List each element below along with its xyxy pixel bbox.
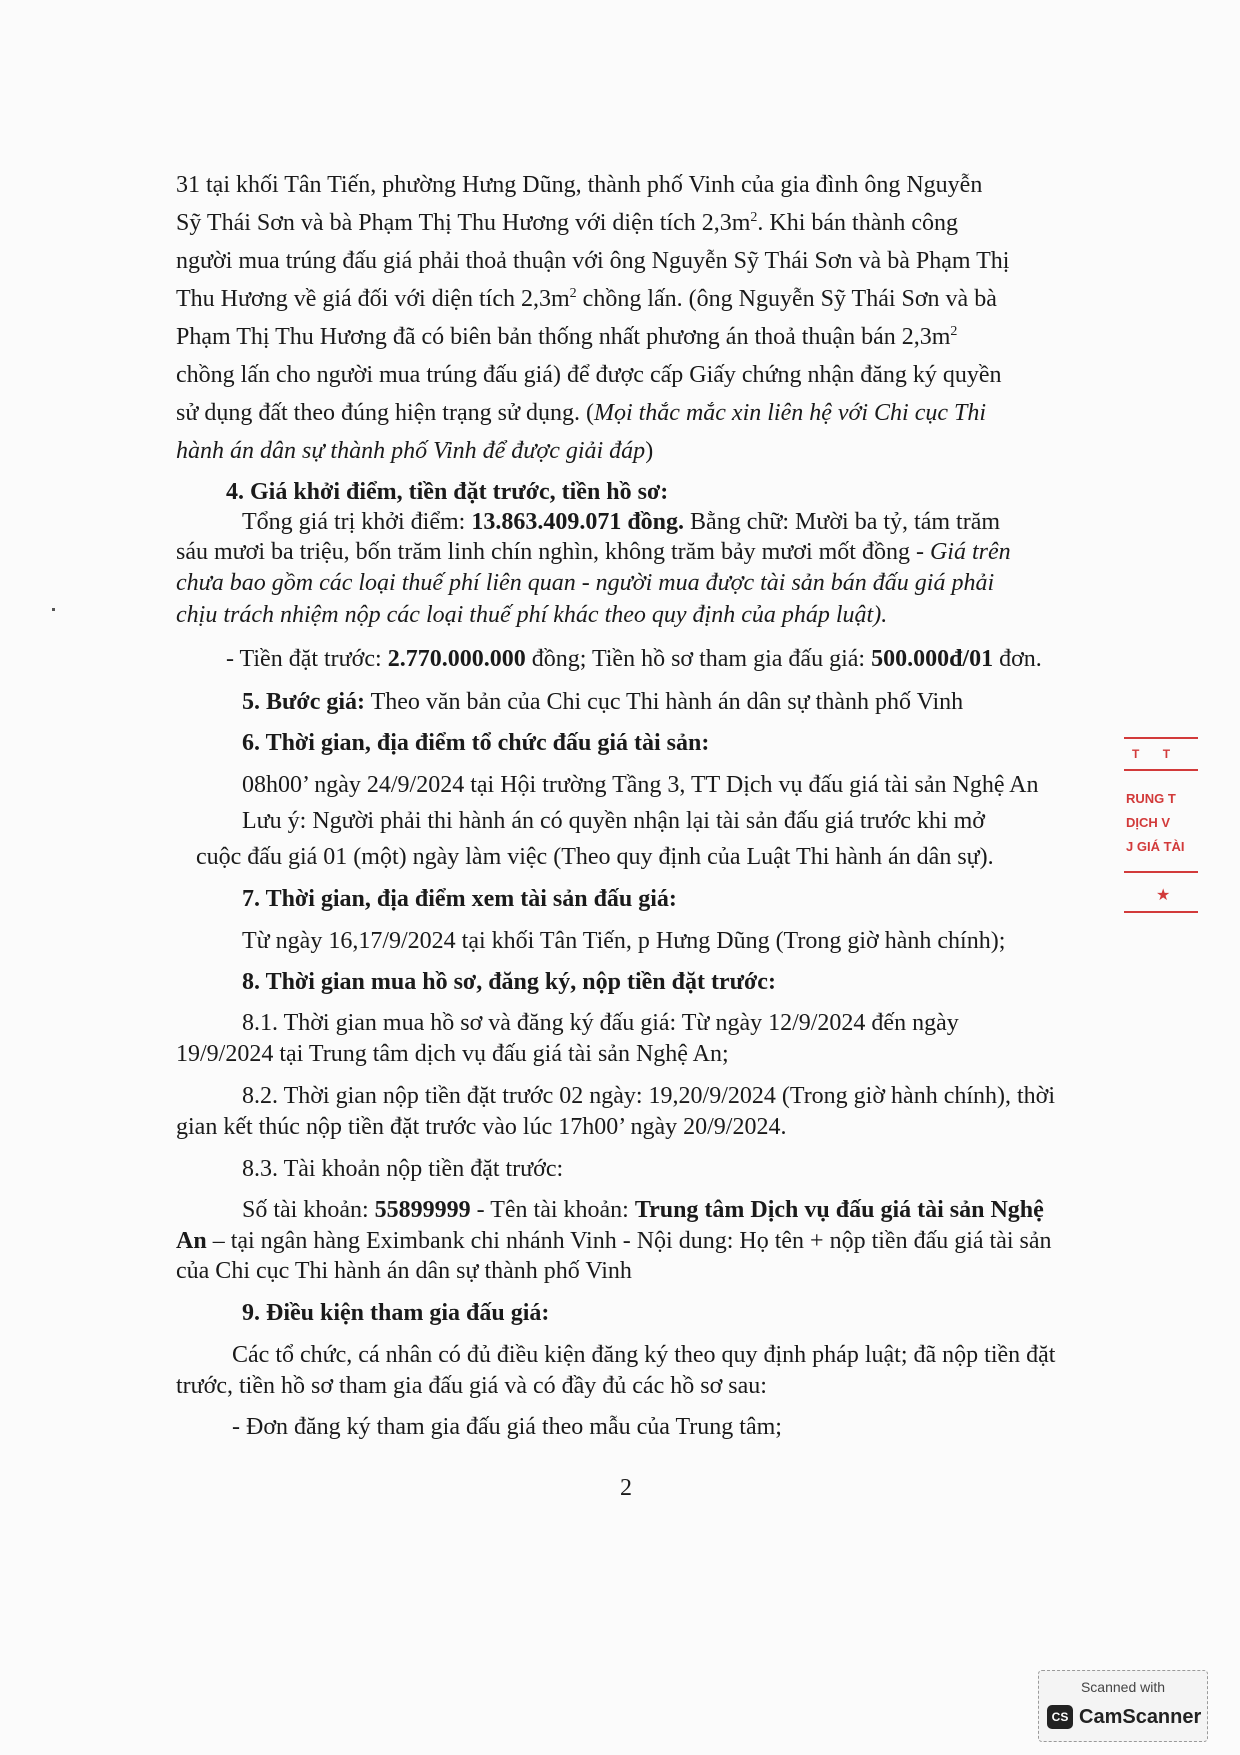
section4-line-3: chưa bao gồm các loại thuế phí liên quan - người mua được tài sản bán đấu giá phải xyxy=(176,570,995,596)
intro-line-4: Thu Hương về giá đối với diện tích $2,3m^2$ chồng lấn. (ông Nguyễn Sỹ Thái Sơn và bà xyxy=(176,286,997,312)
intro-line-7: sử dụng đất theo đúng hiện trạng sử dụng. (Mọi thắc mắc xin liên hệ với Chi cục Thi xyxy=(176,400,987,426)
section9-line-1: Các tổ chức, cá nhân có đủ điều kiện đăng ký theo quy định pháp luật; đã nộp tiền đặt xyxy=(232,1342,1056,1368)
stamp-top-text: T T xyxy=(1132,747,1171,761)
stamp-line-1: RUNG T xyxy=(1126,791,1176,806)
section83-account-line-1: Số tài khoản: 55899999 - Tên tài khoản: Trung tâm Dịch vụ đấu giá tài sản Nghệ xyxy=(242,1197,1044,1223)
intro-line-2: Sỹ Thái Sơn và bà Phạm Thị Thu Hương với diện tích $2,3m^2$. Khi bán thành công xyxy=(176,210,959,236)
intro-line-1: 31 tại khối Tân Tiến, phường Hưng Dũng, thành phố Vinh của gia đình ông Nguyễn xyxy=(176,172,983,198)
section9-line-2: trước, tiền hồ sơ tham gia đấu giá và có đầy đủ các hồ sơ sau: xyxy=(176,1373,767,1399)
section83-account-line-3: của Chi cục Thi hành án dân sự thành phố Vinh xyxy=(176,1258,632,1284)
stamp-arc-inner xyxy=(1124,769,1198,771)
intro-line-6: chồng lấn cho người mua trúng đấu giá) để được cấp Giấy chứng nhận đăng ký quyền xyxy=(176,362,1002,388)
stamp-arc-bottom xyxy=(1124,871,1198,873)
section81-line-2: 19/9/2024 tại Trung tâm dịch vụ đấu giá tài sản Nghệ An; xyxy=(176,1041,729,1067)
section4-deposit: - Tiền đặt trước: 2.770.000.000 đồng; Tiền hồ sơ tham gia đấu giá: 500.000đ/01 đơn. xyxy=(226,646,1042,672)
section4-line-2: sáu mươi ba triệu, bốn trăm linh chín nghìn, không trăm bảy mươi mốt đồng - Giá trên xyxy=(176,539,1011,565)
camscanner-watermark xyxy=(1038,1670,1208,1742)
section7-line-1: Từ ngày 16,17/9/2024 tại khối Tân Tiến, p Hưng Dũng (Trong giờ hành chính); xyxy=(242,928,1006,954)
official-stamp xyxy=(1122,735,1202,925)
stamp-arc-top xyxy=(1124,737,1198,739)
section7-heading: 7. Thời gian, địa điểm xem tài sản đấu giá: xyxy=(242,886,677,912)
stamp-star-icon: ★ xyxy=(1156,887,1171,904)
section83-account-line-2: An – tại ngân hàng Eximbank chi nhánh Vinh - Nội dung: Họ tên + nộp tiền đấu giá tài sản xyxy=(176,1228,1052,1254)
scan-speck xyxy=(52,608,55,611)
section5: 5. Bước giá: Theo văn bản của Chi cục Thi hành án dân sự thành phố Vinh xyxy=(242,689,964,715)
stamp-arc-outer xyxy=(1124,911,1198,913)
section6-heading: 6. Thời gian, địa điểm tổ chức đấu giá tài sản: xyxy=(242,730,710,756)
intro-line-3: người mua trúng đấu giá phải thoả thuận với ông Nguyễn Sỹ Thái Sơn và bà Phạm Thị xyxy=(176,248,1010,274)
section9-heading: 9. Điều kiện tham gia đấu giá: xyxy=(242,1300,550,1326)
section82-line-1: 8.2. Thời gian nộp tiền đặt trước 02 ngày: 19,20/9/2024 (Trong giờ hành chính), thời xyxy=(242,1083,1056,1109)
scanned-with-label: Scanned with xyxy=(1080,1679,1166,1695)
section6-line-2: Lưu ý: Người phải thi hành án có quyền nhận lại tài sản đấu giá trước khi mở xyxy=(242,808,985,834)
section82-line-2: gian kết thúc nộp tiền đặt trước vào lúc 17h00’ ngày 20/9/2024. xyxy=(176,1114,787,1140)
section6-line-3: cuộc đấu giá 01 (một) ngày làm việc (Theo quy định của Luật Thi hành án dân sự). xyxy=(196,844,994,870)
section4-heading: 4. Giá khởi điểm, tiền đặt trước, tiền hồ sơ: xyxy=(226,479,669,505)
section4-line-4: chịu trách nhiệm nộp các loại thuế phí khác theo quy định của pháp luật). xyxy=(176,602,888,628)
stamp-line-2: DỊCH V xyxy=(1126,815,1171,830)
section4-line-1: Tổng giá trị khởi điểm: 13.863.409.071 đồng. Bằng chữ: Mười ba tỷ, tám trăm xyxy=(242,509,1001,535)
section9-bullet-1: - Đơn đăng ký tham gia đấu giá theo mẫu của Trung tâm; xyxy=(232,1414,782,1440)
camscanner-logo-icon: CS xyxy=(1047,1705,1073,1729)
intro-line-8: hành án dân sự thành phố Vinh để được giải đáp) xyxy=(176,438,654,464)
camscanner-brand: CamScanner xyxy=(1079,1706,1202,1728)
section83-heading: 8.3. Tài khoản nộp tiền đặt trước: xyxy=(242,1156,564,1182)
section8-heading: 8. Thời gian mua hồ sơ, đăng ký, nộp tiền đặt trước: xyxy=(242,969,776,995)
stamp-line-3: J GIÁ TÀI xyxy=(1126,839,1185,854)
page-number: 2 xyxy=(620,1475,632,1501)
section6-line-1: 08h00’ ngày 24/9/2024 tại Hội trường Tầng 3, TT Dịch vụ đấu giá tài sản Nghệ An xyxy=(242,772,1039,798)
section81-line-1: 8.1. Thời gian mua hồ sơ và đăng ký đấu giá: Từ ngày 12/9/2024 đến ngày xyxy=(242,1010,959,1036)
intro-line-5: Phạm Thị Thu Hương đã có biên bản thống nhất phương án thoả thuận bán $2,3m^2$ xyxy=(176,324,958,350)
